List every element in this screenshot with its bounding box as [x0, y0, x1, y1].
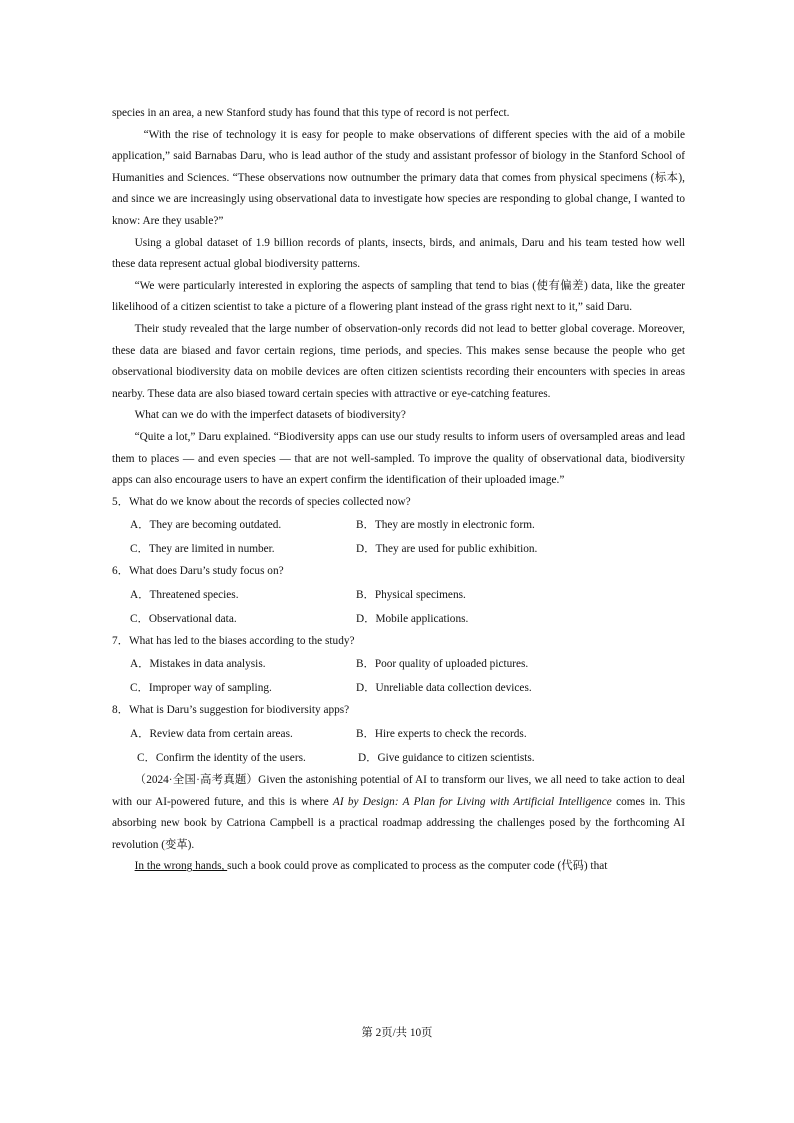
passage-paragraph: What can we do with the imperfect datasets of biodiversity? [134, 409, 406, 422]
source-tag: （2024·全国·高考真题） [134, 774, 259, 787]
option-d[interactable]: D．They are used for public exhibition. [356, 543, 538, 556]
underlined-phrase: In the wrong hands, [134, 860, 228, 873]
question-6 [112, 561, 685, 631]
passage-paragraph: Using a global dataset of 1.9 billion records of plants, insects, birds, and animals, Daru and his team tested how well these data represent actual global biodiversity patterns. [112, 236, 685, 271]
option-a[interactable]: A．Threatened species. [130, 588, 239, 601]
option-a[interactable]: A．They are becoming outdated. [130, 519, 282, 532]
question-5 [112, 492, 685, 562]
passage2-paragraph: （2024·全国·高考真题）Given the astonishing potential of AI to transform our lives, we all need to take action to deal with our AI-powered future, and this is where AI by Design: A Plan for Living with Artificial Intelligence comes in. This absorbing new book by Catriona Campbell is a practical roadmap addressing the challenges posed by the forthcoming AI revolution (变革). [112, 774, 685, 851]
option-b[interactable]: B．Physical specimens. [356, 588, 466, 601]
option-b[interactable]: B．They are mostly in electronic form. [356, 519, 535, 532]
question-7 [112, 631, 685, 701]
option-c[interactable]: C．Confirm the identity of the users. [137, 752, 306, 765]
option-c[interactable]: C．Improper way of sampling. [130, 682, 272, 695]
book-title: AI by Design: A Plan for Living with Artificial Intelligence [332, 795, 612, 808]
option-b[interactable]: B．Poor quality of uploaded pictures. [356, 658, 529, 671]
option-c[interactable]: C．Observational data. [130, 612, 237, 625]
page-content [112, 103, 685, 878]
option-d[interactable]: D．Unreliable data collection devices. [356, 682, 532, 695]
passage-paragraph: “Quite a lot,” Daru explained. “Biodiversity apps can use our study results to inform users of oversampled areas and lead them to places — and even species — that are not well-sampled. To improve the quality of observational data, biodiversity apps can also encourage users to have an expert confirm the identification of their uploaded image.” [112, 430, 685, 487]
question-stem: 5．What do we know about the records of species collected now? [112, 495, 411, 508]
option-d[interactable]: D．Give guidance to citizen scientists. [358, 752, 535, 765]
option-a[interactable]: A．Mistakes in data analysis. [130, 658, 266, 671]
option-a[interactable]: A．Review data from certain areas. [130, 728, 293, 741]
option-b[interactable]: B．Hire experts to check the records. [356, 728, 527, 741]
passage-paragraph: species in an area, a new Stanford study has found that this type of record is not perfect. [112, 107, 510, 119]
option-c[interactable]: C．They are limited in number. [130, 543, 275, 556]
passage-paragraph: Their study revealed that the large number of observation-only records did not lead to better global coverage. Moreover, these data are biased and favor certain regions, time periods, and species. This makes sense because the people who get observational biodiversity data on mobile devices are often citizen scientists recording their encounters with species in areas nearby. These data are also biased toward certain species with attractive or eye-catching features. [112, 322, 685, 400]
question-stem: 6．What does Daru’s study focus on? [112, 565, 284, 578]
page-number: 第 2页/共 10页 [361, 1027, 433, 1039]
passage-paragraph: “We were particularly interested in exploring the aspects of sampling that tend to bias (使有偏差) data, like the greater likelihood of a citizen scientist to take a picture of a flowering plant instead of the grass right next to it,” said Daru. [112, 279, 685, 314]
question-stem: 7．What has led to the biases according to the study? [112, 634, 355, 647]
question-8 [112, 700, 685, 770]
question-stem: 8．What is Daru’s suggestion for biodiversity apps? [112, 704, 350, 717]
option-d[interactable]: D．Mobile applications. [356, 612, 469, 625]
passage2-paragraph: In the wrong hands, such a book could prove as complicated to process as the computer code (代码) that [134, 860, 608, 873]
passage-paragraph: “With the rise of technology it is easy for people to make observations of different species with the aid of a mobile application,” said Barnabas Daru, who is lead author of the study and assistant professor of biology in the Stanford School of Humanities and Sciences. “These observations now outnumber the primary data that comes from physical specimens (标本), and since we are increasingly using observational data to investigate how species are responding to global change, I wanted to know: Are they usable?” [112, 128, 685, 227]
